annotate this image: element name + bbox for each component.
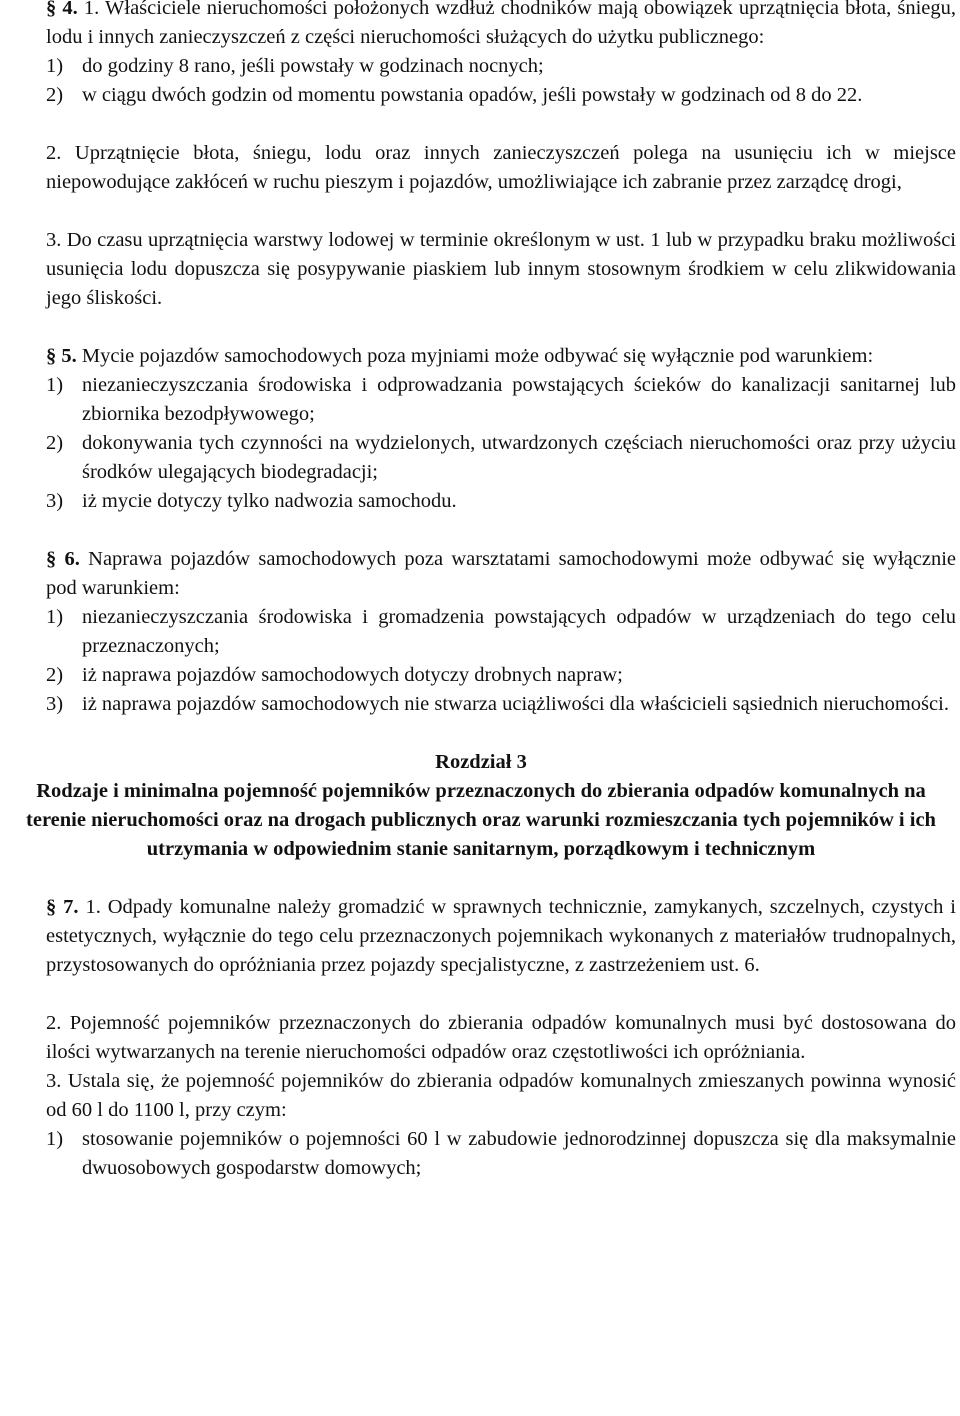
spacer xyxy=(6,110,956,139)
spacer xyxy=(6,313,956,342)
spacer xyxy=(6,864,956,893)
section-4 xyxy=(6,0,956,313)
paragraph-text: Naprawa pojazdów samochodowych poza warsztatami samochodowymi może odbywać się wyłącznie pod warunkiem: xyxy=(46,548,957,599)
list-item-text: iż mycie dotyczy tylko nadwozia samochodu. xyxy=(82,490,457,512)
spacer xyxy=(6,516,956,545)
list-item xyxy=(6,603,956,661)
list-item-text: stosowanie pojemników o pojemności 60 l w zabudowie jednorodzinnej dopuszcza się dla maksymalnie dwuosobowych gospodarstw domowych; xyxy=(82,1128,956,1179)
chapter-label: Rozdział 3 xyxy=(435,751,527,773)
list-item-number: 2) xyxy=(46,432,64,454)
list-item-text: dokonywania tych czynności na wydzielonych, utwardzonych częściach nieruchomości oraz przy użyciu środków ulegających biodegradacji; xyxy=(82,432,956,483)
list-item-text: w ciągu dwóch godzin od momentu powstania opadów, jeśli powstały w godzinach od 8 do 22. xyxy=(82,84,863,106)
list-item-number: 1) xyxy=(46,55,64,77)
list-item xyxy=(6,81,956,110)
list-item xyxy=(6,429,956,487)
spacer xyxy=(6,980,956,1009)
document-page xyxy=(6,0,956,1183)
list-item-number: 3) xyxy=(46,490,64,512)
spacer xyxy=(6,197,956,226)
section-4-paragraph-1 xyxy=(6,0,956,52)
section-4-paragraph-2: 2. Uprzątnięcie błota, śniegu, lodu oraz innych zanieczyszczeń polega na usunięciu ich w miejsce niepowodujące zakłóceń w ruchu pieszym i pojazdów, umożliwiające ich zabranie przez zarządcę drogi, xyxy=(46,142,956,193)
section-7-paragraph-1 xyxy=(6,893,956,980)
section-7-paragraph-3: 3. Ustala się, że pojemność pojemników do zbierania odpadów komunalnych zmieszanych powinna wynosić od 60 l do 1100 l, przy czym: xyxy=(46,1070,956,1121)
section-6 xyxy=(6,545,956,719)
section-6-lead xyxy=(6,545,956,603)
paragraph-text: 1. Właściciele nieruchomości położonych wzdłuż chodników mają obowiązek uprzątnięcia błota, śniegu, lodu i innych zanieczyszczeń z części nieruchomości służących do użytku publicznego: xyxy=(46,0,957,48)
list-item-number: 3) xyxy=(46,693,64,715)
list-item-number: 2) xyxy=(46,84,64,106)
list-item xyxy=(6,487,956,516)
list-item xyxy=(6,52,956,81)
section-number: § 6. xyxy=(46,548,80,570)
section-7-paragraph-2: 2. Pojemność pojemników przeznaczonych do zbierania odpadów komunalnych musi być dostosowana do ilości wytwarzanych na terenie nieruchomości odpadów oraz częstotliwości ich opróżniania. xyxy=(46,1012,956,1063)
list-item-number: 1) xyxy=(46,1128,64,1150)
list-item-number: 1) xyxy=(46,606,64,628)
paragraph-text: Mycie pojazdów samochodowych poza myjniami może odbywać się wyłącznie pod warunkiem: xyxy=(81,345,874,367)
list-item-text: iż naprawa pojazdów samochodowych dotyczy drobnych napraw; xyxy=(82,664,623,686)
list-item-text: niezanieczyszczania środowiska i gromadzenia powstających odpadów w urządzeniach do tego celu przeznaczonych; xyxy=(82,606,956,657)
section-number: § 5. xyxy=(46,345,77,367)
spacer xyxy=(6,719,956,748)
chapter-title: Rodzaje i minimalna pojemność pojemników przeznaczonych do zbierania odpadów komunalnych na terenie nieruchomości oraz na drogach publicznych oraz warunki rozmieszczania tych pojemników i ich utrzymania w odpowiednim stanie sanitarnym, porządkowym i technicznym xyxy=(26,780,936,860)
list-item xyxy=(6,1125,956,1183)
section-number: § 4. xyxy=(46,0,78,19)
list-item-text: do godziny 8 rano, jeśli powstały w godzinach nocnych; xyxy=(82,55,544,77)
section-number: § 7. xyxy=(46,896,79,918)
list-item-text: niezanieczyszczania środowiska i odprowadzania powstających ścieków do kanalizacji sanitarnej lub zbiornika bezodpływowego; xyxy=(82,374,956,425)
section-7 xyxy=(6,893,956,1183)
list-item-text: iż naprawa pojazdów samochodowych nie stwarza uciążliwości dla właścicieli sąsiednich nieruchomości. xyxy=(82,693,949,715)
list-item xyxy=(6,661,956,690)
list-item-number: 2) xyxy=(46,664,64,686)
list-item-number: 1) xyxy=(46,374,64,396)
section-5-lead xyxy=(6,342,956,371)
list-item xyxy=(6,371,956,429)
chapter-heading xyxy=(6,748,956,864)
paragraph-text: 1. Odpady komunalne należy gromadzić w sprawnych technicznie, zamykanych, szczelnych, czystych i estetycznych, wyłącznie do tego celu przeznaczonych pojemnikach wykonanych z materiałów trudnopalnych, przystosowanych do opróżniania przez pojazdy specjalistyczne, z zastrzeżeniem ust. 6. xyxy=(46,896,956,976)
list-item xyxy=(6,690,956,719)
section-4-paragraph-3: 3. Do czasu uprzątnięcia warstwy lodowej w terminie określonym w ust. 1 lub w przypadku braku możliwości usunięcia lodu dopuszcza się posypywanie piaskiem lub innym stosownym środkiem w celu zlikwidowania jego śliskości. xyxy=(46,229,956,309)
section-5 xyxy=(6,342,956,516)
